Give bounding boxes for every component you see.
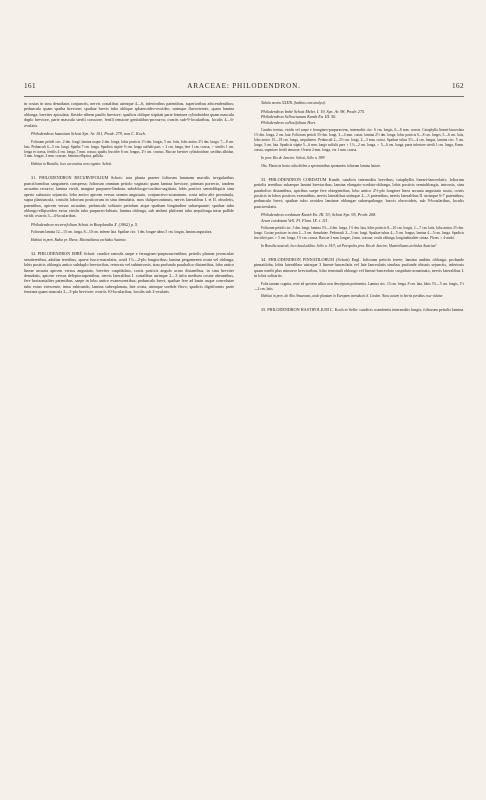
- left-paragraph: Habitat in Brasilia, loco accuratius non cognito: Schott.: [31, 162, 113, 167]
- left-paragraph: Folioram petioli circ. 2 dm. longi; lamina usque 2 dm. longa, lobis posticis 1½ dm. longis, 5 cm. latis, lobo antico 2½ dm. longo, 7—8 cm. lato. Pedunculi 4—5 cm. longi. Spatha 7 cm. longa. Spadicis stipite ⅔ cm. longo suffulti pars ♀ 2 cm. longa, fere 1 cm. crassa, ♂ sterilis 1 cm. longa et crassa, fertilis 4 cm. longa, 7 mm. crassa; spadix fructifer 6 cm. longus, 2½ cm. crassus. Baccae breviter cylindroideae, seriibus albidae, 3 mm. longae, 2 mm. crassae. Semina elliptica, pallida.: [24, 139, 234, 159]
- running-header: [24, 82, 464, 94]
- right-paragraph: Arum cordatum Vell. Fl. Flum. IX. t. 111.: [261, 217, 329, 223]
- left-paragraph: in costas in sinu denudatas conjunctis, nervis costalibus utrinque 4—6, inferioribus patentibus, superioribus adscendentibus; pedunculo quam spatha breviore; spathae brevis tubo oblique sphaeroideo-ovoideo, utrinque flavovirente, quam lamina oblonga, breviter apiculata, flavido-albens paullo breviore; spadicis oblique stipitati parte feminea cylindroidea quam mascula duplo breviore, parte mascula sterili crassiore, fertili tenuiore genitalibus-procurva; ovariis sub-9-locularibus, loculis 4—6-ovulatis.: [24, 101, 234, 128]
- species-33-heading: 33. PHILODENDRON CORDATUM Kunth: caudicis internodiis brevibus; cataphyllis lineari-lanceolatis; foliorum petiolis teretibus subaeque lamini brevioribus; lamina elongato-cordato-oblonga, lobis posticis semioblongis, introrsis, sinu parabolico distantibus, apicibus saepe fere obtegentibus, lobo antico 2½-plo longiore linea arcuata angustato acuto, costis posticis in lobos posticos exeuntibus, nervis lateralibus utrinque 2—3 patentibus, nervis lateralibus II. utrinque 6-7 patentibus; pedunculo brevi; spathae tubo ovoideo laminae oblongae subaequilonge; baccis obovoideis, sub 9-locularibus, loculis pauciovulatis.: [254, 176, 464, 209]
- species-32-heading: 32. PHILODENDRON IMBÉ Schott: caudice ramulis saepe e ferrugineo-purpurascentibus; petiolis plantae juvenculae semiteretibus, adultae teretibus, sparse fusco-maculatis, costâ 1½—2-plo longioribus; lamina pergamenea ovata vel oblonga, lobis posticis oblongis antico subduplo brevioribus, retrorsis vel subintrorsis, sinu profundo parabolico distantibus, lobo antico lineae arcuata apicem versus angustato, breviter cuspidulato, costis posticis angulo acuto distantibus, in sinu breviter denudatis, apicem versus deleptocarpentibus, nervis lateralibus I. costalibus utrinque 2—3 infra medium costae abeuntibus, fere horizontaliter patentibus, saepe in lobo antico evanescentibus; pedunculo brevi; spathae fere ad basin usque convolutae tubo extus virescente, intus rubicundo, lamina subexplanata, late ovata, utrinque sordide flavo; spadicis digitiformis parte feminea quam mascula 2—3-plo breviore; ovariis 10-locularibus, loculis sub 2-ovulatis.: [24, 251, 234, 295]
- right-paragraph: Philodendron cordatum Kunth En. III. 53; Schott Syn. 95, Prodr. 268.: [261, 212, 377, 218]
- running-title: ARACEAE: PHILODENDRON.: [187, 82, 301, 90]
- left-paragraph: Habitat in prov. Bahia pr. Ilheos: Maximilianus archidux Austriae.: [31, 238, 127, 243]
- page-number-right: 162: [452, 82, 464, 90]
- left-paragraph: Foliorum lamina 12—15 cm. longa, 8—10 cm. inferne lata. Spathae circ. 1 dm. longae tubus 5 cm. longus, lamina angustiora.: [31, 230, 213, 235]
- species-31-heading: 31. PHILODENDRON RECURVIFOLIUM Schott: tota planta praeter foliorum laminam maculis irregularibus punctiformibus sanguineis conspersa; foliorum omnium petiolo vaginato quam lamina breviore, primum porrecto, tandem arcuatim recurvo; lamina viridi, margine purpureo-limbata, subobloogo-cordato-sagittata, lobis posticis semiobliquiis sinu aperto subacuto sejunctis, lobo antico apicem versus sensim angustato, conjunctivo-acuminato, costa infra alte prominula, supra planiuscula, costulis loborum posticorum in sinu denudatis, mox dulquecontinuis, nervis lateralibus I. et II. obsoletis, patentibus, apicem versus arcuatim; pedunculo solitario petiolum atque spatham longitudine subaequante; spathae tubo oblongo-ellipsoideo extus viridis tubo purpureo-labiato, lamina oblonga, sub anthesi phiformi tubo aequilonga intus pallide viridi; ovariis 3—4-locularibus.: [24, 175, 234, 219]
- right-paragraph: Philodendron Sellowianum Kunth En. III. 50.: [261, 114, 337, 120]
- right-paragraph: Tabula nostra XXXIII. (habitus cum analysi).: [261, 101, 326, 105]
- right-paragraph: Caudex teretus, viridis vel saepe e ferrugineo-purpurascens, internodiis circ. 6 cm. longis, 6—8 mm. crassis. Cataphylla lineari-lanceolata 1½ dm. longa, 2 cm. lata. Foliorum petioli 3½ dm. longi, 3—4 mm. crassi; lamina 2½ dm. longa, lobis posticis 6—8 cm. longis, 5—6 cm. latis, lobo antico 15—18 cm. longo, aequilatero. Pedunculi 2—3½ cm. longi, 2—3 mm. crassi. Spathae tubus 5½—4 cm. longus, lamina circ. 5 cm. longa, 3 cm. lata. Spadicis stipite 5—6 mm. longo suffulti pars ♀ 1½—2 cm. longa, ♂ 5—6 cm. longa, parte inferiore sterili 1 cm. longa, 8 mm. crassa, superiore fertili tenuiore. Ovaria 2 mm. longa, vix 1 mm. crassa.: [254, 128, 464, 152]
- left-paragraph: Philodendron recurvifolium Schott in Bonplandia X. (1862) p. 5.: [31, 221, 138, 227]
- page-number-left: 161: [24, 82, 36, 90]
- right-paragraph: Philodendron Imbé Schott Melet. I. 19, Syn. Ar. 98, Prodr. 275.: [261, 108, 366, 114]
- right-paragraph: Obs. Planta in horto culta differt a speciminibus spontaneis foliorum lamina latiore.: [261, 163, 381, 168]
- right-paragraph: Philodendron callosifolium Hort.: [261, 119, 317, 125]
- right-paragraph: In prov. Rio de Janeiro: Schott, Sello n. 389!: [261, 155, 326, 160]
- left-column: [24, 101, 234, 295]
- species-34-heading: 34. PHILODENDRON PINNATILOBUM (Schott) Engl. foliorum petiolo terete; lamina ambitu oblonga, profunde pinnatiloba, lobis lateralibus utrinque 3 lineari-lanceolatis vel late lanceolatis sinubus profunde obtusis sejunctis, inferiosis quam medii plus minusve brevioribus, lobo terminali oblongo vel lineari-lanceolato cuspidato-acuminato, nervis lateralibus I. in lobis solitariis.: [254, 256, 464, 279]
- right-paragraph: Foliorum petioli circ. 3 dm. longi; lamina 3½—4 dm. longa, 1½ dm. lata, lobis posticis 8—10 cm. longis, 1—7 cm. latis, lobo antico 2½ dm. longo. Costae posticae in sinu 2—3 cm. denudatae. Pedunculi 2—3 cm. longi. Spathae tubus 4—5 cm. longus, lamina 4—5 cm. longa. Spadicis fructiferi pars ♀ 5 cm. longa, 1½ cm. crassa. Baccae 3 mm. longae, 2 mm. crassae; ovula oblonga, longitudinaliter striata. Flores ♀ 4-andri.: [254, 226, 464, 241]
- right-paragraph: Folia tantum cognita, certe ad speciem adhuc non descriptam pertinentia. Lamina circ. 13 cm. longa, 8 cm. lata, lobis 3½—5 cm. longis, 1½—2 cm. latis.: [254, 281, 464, 291]
- header-rule: [24, 96, 464, 97]
- left-paragraph: Philodendron hastatum Schott Syn. Ar. 101, Prodr. 279, non C. Koch.: [31, 131, 146, 137]
- species-35-heading: 35. PHILODENDRON HASTIFOLIUM C. Koch et Sello: caudicis scandentis internodiis longis; foliorum petiolis lamina: [261, 307, 464, 313]
- right-column: [254, 101, 464, 313]
- right-paragraph: Habitat in prov. do Alto Amazonas, unde plantam in Europam introduxit cl. Linden. Nunc autem in hortis perditus esse videtur.: [261, 294, 444, 299]
- right-paragraph: In Brasilia australi, loco haud addito: Sello n. 341!; ad Petropolin prov. Rio de Janeiro: Maximilianus archidux Austriae!: [261, 243, 437, 248]
